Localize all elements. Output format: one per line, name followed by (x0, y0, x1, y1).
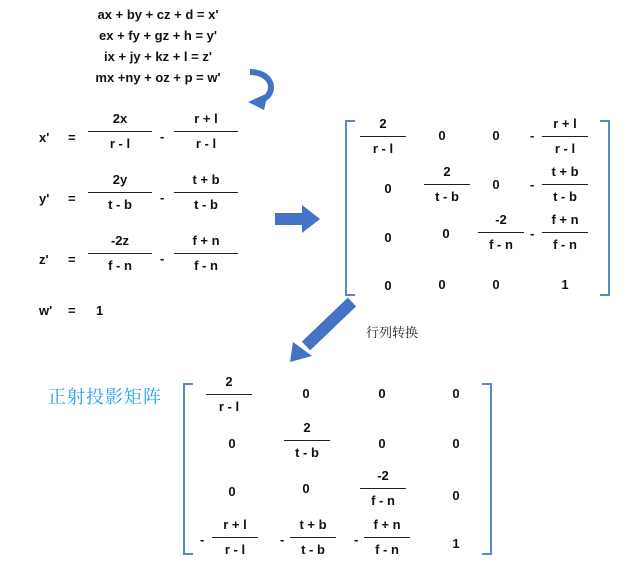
matrix1-right-bracket (600, 120, 610, 296)
m2-cell-2-3: 0 (452, 488, 460, 503)
eq-sign: = (68, 303, 76, 318)
m1-cell-0-1: 0 (438, 128, 446, 143)
m2-cell-1-3: 0 (452, 436, 460, 451)
m2-minus: - (280, 532, 285, 547)
m2-cell-3-1: t + b t - b (290, 517, 336, 561)
m2-cell-2-2: -2 f - n (360, 468, 406, 512)
matrix2-left-bracket (183, 383, 193, 555)
m2-cell-0-3: 0 (452, 386, 460, 401)
m2-cell-0-1: 0 (302, 386, 310, 401)
matrix1-left-bracket (345, 120, 355, 296)
m2-cell-1-1: 2 t - b (284, 420, 330, 464)
m1-minus: - (530, 226, 535, 241)
m2-cell-0-0: 2 r - l (206, 374, 252, 418)
equation-3: ix + jy + kz + l = z' (104, 49, 212, 64)
m1-cell-1-1: 2 t - b (424, 164, 470, 208)
m1-cell-3-2: 0 (492, 277, 500, 292)
frac-y1: 2y t - b (88, 172, 152, 216)
m2-cell-3-0: r + l r - l (212, 517, 258, 561)
lhs-z: z' (39, 252, 49, 267)
m2-cell-1-2: 0 (378, 436, 386, 451)
m1-cell-1-3: t + b t - b (542, 164, 588, 208)
m1-cell-3-3: 1 (561, 277, 569, 292)
lhs-w: w' (39, 303, 53, 318)
lhs-x: x' (39, 130, 50, 145)
right-arrowhead-icon (302, 205, 320, 233)
diag-arrow-icon (306, 302, 352, 346)
m1-cell-3-0: 0 (384, 278, 392, 293)
frac-z2: f + n f - n (174, 233, 238, 277)
m2-cell-0-2: 0 (378, 386, 386, 401)
curved-arrow-icon (250, 72, 271, 100)
eq-sign: = (68, 191, 76, 206)
m1-cell-0-3: r + l r - l (542, 116, 588, 160)
m1-cell-2-0: 0 (384, 230, 392, 245)
equation-1: ax + by + cz + d = x' (97, 7, 219, 22)
m2-cell-2-1: 0 (302, 481, 310, 496)
m1-cell-0-0: 2 r - l (360, 116, 406, 160)
m1-cell-2-1: 0 (442, 226, 450, 241)
eq-sign: = (68, 252, 76, 267)
minus-sign: - (160, 129, 165, 144)
m1-minus: - (530, 177, 535, 192)
matrix2-right-bracket (482, 383, 492, 555)
minus-sign: - (160, 251, 165, 266)
m1-cell-1-0: 0 (384, 181, 392, 196)
m2-minus: - (200, 532, 205, 547)
frac-z1: -2z f - n (88, 233, 152, 277)
w-value: 1 (96, 303, 104, 318)
m1-minus: - (530, 128, 535, 143)
m2-cell-3-2: f + n f - n (364, 517, 410, 561)
transpose-label: 行列转换 (366, 325, 419, 340)
equation-2: ex + fy + gz + h = y' (99, 28, 217, 43)
m1-cell-2-2: -2 f - n (478, 212, 524, 256)
frac-x1: 2x r - l (88, 111, 152, 155)
m2-minus: - (354, 532, 359, 547)
lhs-y: y' (39, 191, 50, 206)
minus-sign: - (160, 190, 165, 205)
frac-x2: r + l r - l (174, 111, 238, 155)
equation-4: mx +ny + oz + p = w' (95, 70, 221, 85)
m1-cell-0-2: 0 (492, 128, 500, 143)
m1-cell-1-2: 0 (492, 177, 500, 192)
m2-cell-1-0: 0 (228, 436, 236, 451)
eq-sign: = (68, 130, 76, 145)
ortho-matrix-title: 正射投影矩阵 (48, 387, 162, 407)
right-arrow-icon (275, 213, 305, 225)
curved-arrowhead-icon (248, 93, 268, 110)
m1-cell-2-3: f + n f - n (542, 212, 588, 256)
frac-y2: t + b t - b (174, 172, 238, 216)
m2-cell-3-3: 1 (452, 536, 460, 551)
m2-cell-2-0: 0 (228, 484, 236, 499)
m1-cell-3-1: 0 (438, 277, 446, 292)
